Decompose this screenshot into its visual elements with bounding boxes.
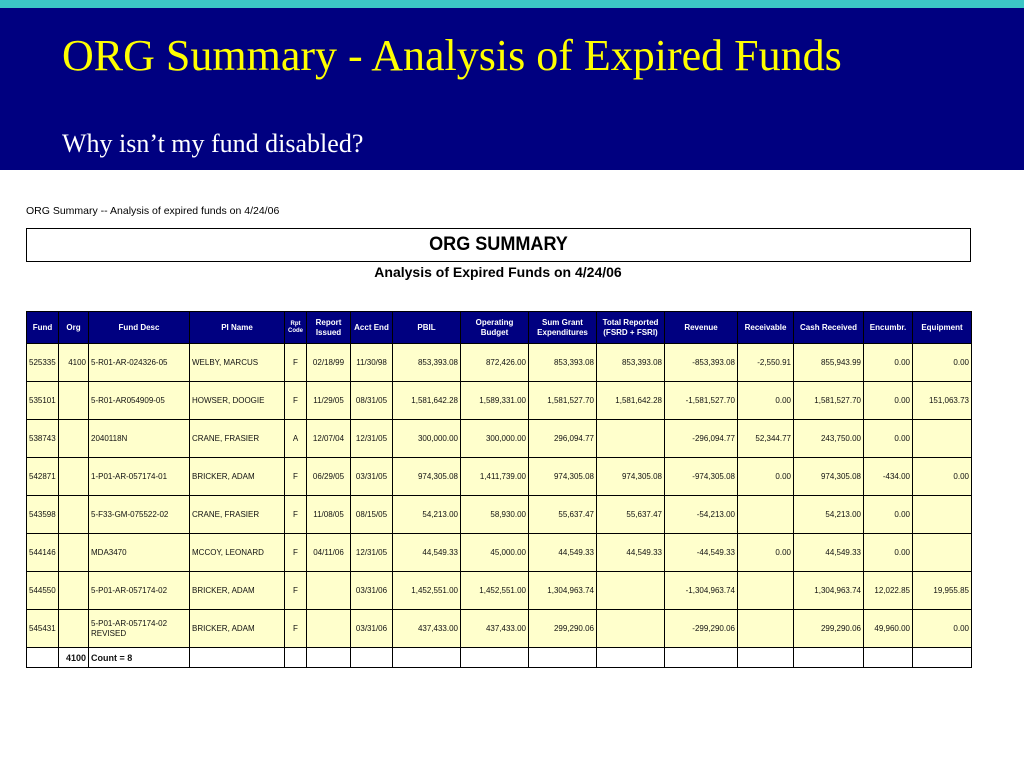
cell-fund: 535101 [27, 382, 59, 420]
table-row [27, 572, 972, 610]
cell-sum-grant-expenditures: 1,304,963.74 [529, 572, 597, 610]
cell-operating-budget: 45,000.00 [461, 534, 529, 572]
cell-total-reported: 974,305.08 [597, 458, 665, 496]
cell-rpt-code: A [285, 420, 307, 458]
footer-empty-cell [794, 648, 864, 668]
cell-report-issued: 06/29/05 [307, 458, 351, 496]
cell-cash-received: 855,943.99 [794, 344, 864, 382]
footer-empty-cell [461, 648, 529, 668]
table-header-row [27, 312, 972, 344]
cell-pbil: 44,549.33 [393, 534, 461, 572]
cell-receivable: 52,344.77 [738, 420, 794, 458]
cell-equipment: 0.00 [913, 610, 972, 648]
column-header-fund: Fund [27, 312, 59, 344]
cell-rpt-code: F [285, 382, 307, 420]
column-header-acct-end: Acct End [351, 312, 393, 344]
table-row [27, 344, 972, 382]
cell-acct-end: 11/30/98 [351, 344, 393, 382]
cell-org [59, 572, 89, 610]
column-header-cash-received: Cash Received [794, 312, 864, 344]
cell-org [59, 534, 89, 572]
cell-report-issued [307, 572, 351, 610]
cell-revenue: -974,305.08 [665, 458, 738, 496]
cell-pbil: 974,305.08 [393, 458, 461, 496]
cell-encumbr: 0.00 [864, 344, 913, 382]
cell-revenue: -299,290.06 [665, 610, 738, 648]
column-header-revenue: Revenue [665, 312, 738, 344]
cell-report-issued: 04/11/06 [307, 534, 351, 572]
cell-fund-desc: 5-P01-AR-057174-02 REVISED [89, 610, 190, 648]
footer-empty-cell [190, 648, 285, 668]
table-row [27, 382, 972, 420]
cell-operating-budget: 872,426.00 [461, 344, 529, 382]
cell-fund: 544550 [27, 572, 59, 610]
footer-empty-cell [351, 648, 393, 668]
cell-fund-desc: 2040118N [89, 420, 190, 458]
cell-fund-desc: 5-P01-AR-057174-02 [89, 572, 190, 610]
cell-receivable [738, 496, 794, 534]
cell-encumbr: 0.00 [864, 496, 913, 534]
cell-cash-received: 243,750.00 [794, 420, 864, 458]
cell-equipment [913, 496, 972, 534]
table-row [27, 496, 972, 534]
slide-title: ORG Summary - Analysis of Expired Funds [62, 31, 842, 80]
cell-pbil: 1,581,642.28 [393, 382, 461, 420]
cell-operating-budget: 1,589,331.00 [461, 382, 529, 420]
cell-total-reported [597, 610, 665, 648]
column-header-equipment: Equipment [913, 312, 972, 344]
cell-total-reported: 55,637.47 [597, 496, 665, 534]
report-subheading: Analysis of Expired Funds on 4/24/06 [374, 264, 622, 280]
cell-pi-name: WELBY, MARCUS [190, 344, 285, 382]
cell-cash-received: 1,304,963.74 [794, 572, 864, 610]
cell-pi-name: BRICKER, ADAM [190, 610, 285, 648]
cell-sum-grant-expenditures: 1,581,527.70 [529, 382, 597, 420]
cell-encumbr: 12,022.85 [864, 572, 913, 610]
cell-encumbr: 0.00 [864, 420, 913, 458]
slide-header [0, 8, 1024, 170]
cell-rpt-code: F [285, 534, 307, 572]
cell-sum-grant-expenditures: 299,290.06 [529, 610, 597, 648]
column-header-operating-budget: Operating Budget [461, 312, 529, 344]
cell-org [59, 458, 89, 496]
cell-acct-end: 12/31/05 [351, 420, 393, 458]
cell-acct-end: 08/15/05 [351, 496, 393, 534]
footer-empty-cell [665, 648, 738, 668]
cell-encumbr: 0.00 [864, 534, 913, 572]
cell-org [59, 420, 89, 458]
cell-revenue: -296,094.77 [665, 420, 738, 458]
column-header-fund-desc: Fund Desc [89, 312, 190, 344]
footer-empty-cell [738, 648, 794, 668]
cell-acct-end: 03/31/06 [351, 572, 393, 610]
cell-report-issued: 11/08/05 [307, 496, 351, 534]
cell-acct-end: 12/31/05 [351, 534, 393, 572]
cell-acct-end: 08/31/05 [351, 382, 393, 420]
report-heading: ORG SUMMARY [429, 234, 568, 255]
cell-receivable [738, 572, 794, 610]
cell-fund-desc: 5-R01-AR054909-05 [89, 382, 190, 420]
cell-operating-budget: 1,452,551.00 [461, 572, 529, 610]
cell-pbil: 1,452,551.00 [393, 572, 461, 610]
cell-equipment: 151,063.73 [913, 382, 972, 420]
cell-report-issued: 12/07/04 [307, 420, 351, 458]
cell-pi-name: BRICKER, ADAM [190, 572, 285, 610]
cell-operating-budget: 300,000.00 [461, 420, 529, 458]
footer-empty-cell [913, 648, 972, 668]
cell-equipment: 0.00 [913, 458, 972, 496]
cell-org [59, 610, 89, 648]
cell-equipment [913, 534, 972, 572]
cell-pi-name: CRANE, FRASIER [190, 420, 285, 458]
cell-cash-received: 54,213.00 [794, 496, 864, 534]
cell-cash-received: 44,549.33 [794, 534, 864, 572]
cell-fund-desc: 1-P01-AR-057174-01 [89, 458, 190, 496]
cell-pi-name: MCCOY, LEONARD [190, 534, 285, 572]
column-header-encumbr: Encumbr. [864, 312, 913, 344]
cell-total-reported: 853,393.08 [597, 344, 665, 382]
cell-equipment [913, 420, 972, 458]
cell-fund-desc: 5-R01-AR-024326-05 [89, 344, 190, 382]
cell-rpt-code: F [285, 496, 307, 534]
footer-empty-cell [864, 648, 913, 668]
cell-sum-grant-expenditures: 974,305.08 [529, 458, 597, 496]
cell-report-issued: 02/18/99 [307, 344, 351, 382]
column-header-pi-name: PI Name [190, 312, 285, 344]
expired-funds-table [26, 311, 972, 668]
cell-equipment: 19,955.85 [913, 572, 972, 610]
cell-fund: 543598 [27, 496, 59, 534]
column-header-total-reported: Total Reported (FSRD + FSRI) [597, 312, 665, 344]
cell-sum-grant-expenditures: 296,094.77 [529, 420, 597, 458]
column-header-rpt-code: Rpt Code [285, 312, 307, 344]
column-header-sum-grant-expenditures: Sum Grant Expenditures [529, 312, 597, 344]
cell-pbil: 437,433.00 [393, 610, 461, 648]
cell-pbil: 853,393.08 [393, 344, 461, 382]
cell-operating-budget: 1,411,739.00 [461, 458, 529, 496]
cell-acct-end: 03/31/06 [351, 610, 393, 648]
cell-rpt-code: F [285, 458, 307, 496]
cell-encumbr: -434.00 [864, 458, 913, 496]
column-header-org: Org [59, 312, 89, 344]
cell-fund: 544146 [27, 534, 59, 572]
cell-cash-received: 974,305.08 [794, 458, 864, 496]
cell-org: 4100 [59, 344, 89, 382]
cell-pbil: 300,000.00 [393, 420, 461, 458]
report-heading-box [26, 228, 971, 262]
cell-total-reported: 44,549.33 [597, 534, 665, 572]
cell-pbil: 54,213.00 [393, 496, 461, 534]
table-row [27, 458, 972, 496]
cell-pi-name: BRICKER, ADAM [190, 458, 285, 496]
footer-empty-cell [597, 648, 665, 668]
cell-rpt-code: F [285, 610, 307, 648]
cell-revenue: -853,393.08 [665, 344, 738, 382]
cell-receivable: 0.00 [738, 458, 794, 496]
cell-sum-grant-expenditures: 44,549.33 [529, 534, 597, 572]
table-row [27, 420, 972, 458]
cell-rpt-code: F [285, 344, 307, 382]
cell-report-issued [307, 610, 351, 648]
cell-fund: 525335 [27, 344, 59, 382]
column-header-receivable: Receivable [738, 312, 794, 344]
cell-cash-received: 1,581,527.70 [794, 382, 864, 420]
top-accent-stripe [0, 0, 1024, 8]
cell-encumbr: 0.00 [864, 382, 913, 420]
footer-empty-cell [285, 648, 307, 668]
cell-fund-desc: 5-F33-GM-075522-02 [89, 496, 190, 534]
cell-equipment: 0.00 [913, 344, 972, 382]
cell-revenue: -54,213.00 [665, 496, 738, 534]
cell-receivable: 0.00 [738, 382, 794, 420]
cell-encumbr: 49,960.00 [864, 610, 913, 648]
slide-subtitle: Why isn’t my fund disabled? [62, 129, 364, 158]
cell-revenue: -1,581,527.70 [665, 382, 738, 420]
cell-total-reported [597, 572, 665, 610]
cell-receivable: 0.00 [738, 534, 794, 572]
cell-org [59, 382, 89, 420]
table-row [27, 534, 972, 572]
cell-total-reported: 1,581,642.28 [597, 382, 665, 420]
cell-fund: 542871 [27, 458, 59, 496]
cell-fund: 545431 [27, 610, 59, 648]
cell-sum-grant-expenditures: 853,393.08 [529, 344, 597, 382]
cell-revenue: -44,549.33 [665, 534, 738, 572]
cell-receivable: -2,550.91 [738, 344, 794, 382]
cell-sum-grant-expenditures: 55,637.47 [529, 496, 597, 534]
cell-fund-desc: MDA3470 [89, 534, 190, 572]
footer-empty-cell [529, 648, 597, 668]
column-header-report-issued: Report Issued [307, 312, 351, 344]
footer-empty-cell [307, 648, 351, 668]
cell-receivable [738, 610, 794, 648]
report-caption: ORG Summary -- Analysis of expired funds on 4/24/06 [26, 205, 280, 217]
cell-pi-name: HOWSER, DOOGIE [190, 382, 285, 420]
table-row [27, 610, 972, 648]
cell-cash-received: 299,290.06 [794, 610, 864, 648]
cell-operating-budget: 58,930.00 [461, 496, 529, 534]
column-header-pbil: PBIL [393, 312, 461, 344]
cell-org [59, 496, 89, 534]
cell-pi-name: CRANE, FRASIER [190, 496, 285, 534]
footer-org: 4100 [59, 648, 89, 668]
cell-total-reported [597, 420, 665, 458]
cell-report-issued: 11/29/05 [307, 382, 351, 420]
cell-revenue: -1,304,963.74 [665, 572, 738, 610]
footer-empty-cell [27, 648, 59, 668]
cell-rpt-code: F [285, 572, 307, 610]
footer-count: Count = 8 [89, 648, 190, 668]
footer-empty-cell [393, 648, 461, 668]
cell-acct-end: 03/31/05 [351, 458, 393, 496]
cell-operating-budget: 437,433.00 [461, 610, 529, 648]
table-footer-row [27, 648, 972, 668]
cell-fund: 538743 [27, 420, 59, 458]
